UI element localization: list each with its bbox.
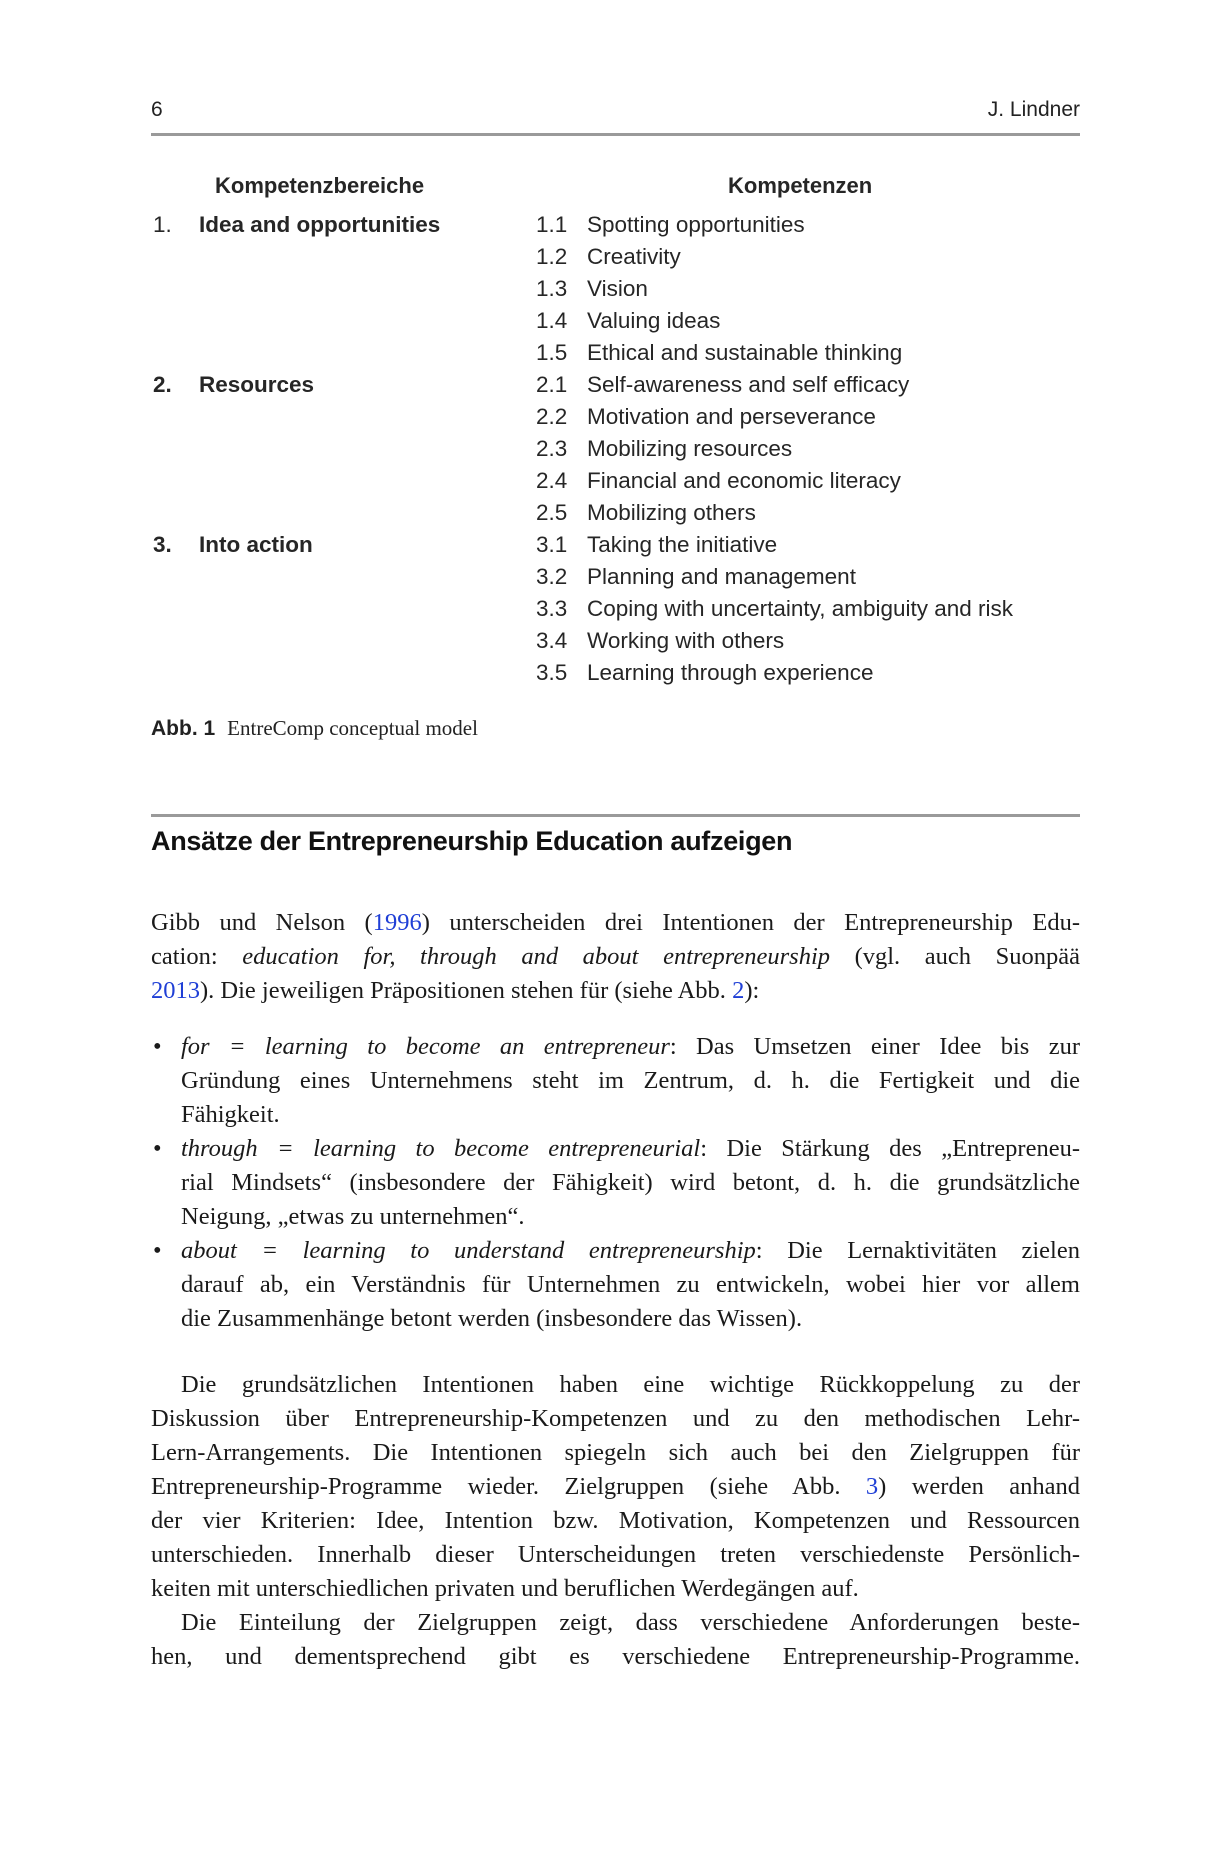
competence-label: Self-awareness and self efficacy bbox=[587, 372, 910, 397]
text-line: unterschieden. Innerhalb dieser Unterscheidungen treten verschiedenste Persönlich- bbox=[151, 1541, 1080, 1568]
text-line: rial Mindsets“ (insbesondere der Fähigkeit) wird betont, d. h. die grundsätzliche bbox=[181, 1169, 1080, 1196]
competence-label: Mobilizing others bbox=[587, 500, 756, 525]
text-line bbox=[181, 1234, 1080, 1268]
italic-text: for = learning to become an entrepreneur bbox=[181, 1033, 670, 1060]
figure-caption bbox=[151, 716, 478, 741]
area-label: Resources bbox=[199, 372, 315, 397]
text-line: der vier Kriterien: Idee, Intention bzw. Motivation, Kompetenzen und Ressourcen bbox=[151, 1507, 1080, 1534]
text-line: keiten mit unterschiedlichen privaten und beruflichen Werdegängen auf. bbox=[151, 1575, 859, 1602]
area-label: Idea and opportunities bbox=[199, 212, 441, 237]
text: Gibb und Nelson ( bbox=[151, 909, 373, 936]
competence-number: 1.5 bbox=[536, 340, 568, 365]
competence-number: 2.3 bbox=[536, 436, 568, 461]
citation-link-1996[interactable]: 1996 bbox=[372, 909, 422, 936]
competence-label: Mobilizing resources bbox=[587, 436, 793, 461]
competence-number: 2.2 bbox=[536, 404, 568, 429]
competence-number: 2.5 bbox=[536, 500, 568, 525]
italic-text: through = learning to become entrepreneurial bbox=[181, 1135, 701, 1162]
figure-caption-text: EntreComp conceptual model bbox=[227, 716, 478, 740]
competence-label: Coping with uncertainty, ambiguity and risk bbox=[587, 596, 1014, 621]
competence-number: 1.2 bbox=[536, 244, 568, 269]
competence-label: Working with others bbox=[587, 628, 785, 653]
text-line bbox=[151, 974, 759, 1008]
figure-caption-label: Abb. 1 bbox=[151, 717, 216, 740]
competence-label: Spotting opportunities bbox=[587, 212, 805, 237]
column-header-areas: Kompetenzbereiche bbox=[215, 173, 425, 198]
bullet-icon: • bbox=[153, 1033, 162, 1060]
competence-label: Vision bbox=[587, 276, 648, 301]
page-number: 6 bbox=[151, 98, 163, 121]
competence-number: 2.4 bbox=[536, 468, 568, 493]
competence-label: Financial and economic literacy bbox=[587, 468, 901, 493]
text: ) unterscheiden drei Intentionen der Entrepreneurship Edu- bbox=[421, 909, 1080, 936]
competence-number: 1.3 bbox=[536, 276, 568, 301]
section-rule bbox=[151, 814, 1080, 817]
area-label: Into action bbox=[199, 532, 313, 557]
text-line: Neigung, „etwas zu unternehmen“. bbox=[181, 1203, 525, 1230]
running-head bbox=[151, 98, 1080, 122]
header-rule bbox=[151, 133, 1080, 136]
competence-label: Planning and management bbox=[587, 564, 856, 589]
competence-label: Creativity bbox=[587, 244, 681, 269]
text-line: darauf ab, ein Verständnis für Unternehmen zu entwickeln, wobei hier vor allem bbox=[181, 1271, 1080, 1298]
text-line bbox=[151, 1470, 1080, 1504]
bullet-icon: • bbox=[153, 1237, 162, 1264]
text: : Die Lernaktivitäten zielen bbox=[755, 1237, 1080, 1264]
text-line: die Zusammenhänge betont werden (insbesondere das Wissen). bbox=[181, 1305, 803, 1332]
column-header-competences: Kompetenzen bbox=[728, 173, 873, 198]
figure-link-3[interactable]: 3 bbox=[865, 1473, 879, 1500]
text-line bbox=[181, 1030, 1080, 1064]
text: ) werden anhand bbox=[878, 1473, 1080, 1500]
competence-number: 3.2 bbox=[536, 564, 568, 589]
competence-number: 2.1 bbox=[536, 372, 568, 397]
text-line: Gründung eines Unternehmens steht im Zentrum, d. h. die Fertigkeit und die bbox=[181, 1067, 1080, 1094]
competence-number: 1.4 bbox=[536, 308, 568, 333]
text: : Das Umsetzen einer Idee bis zur bbox=[669, 1033, 1081, 1060]
text-line bbox=[181, 1132, 1080, 1166]
competence-label: Motivation and perseverance bbox=[587, 404, 876, 429]
competence-label: Learning through experience bbox=[587, 660, 874, 685]
competence-number: 3.1 bbox=[536, 532, 568, 557]
text: (vgl. auch Suonpää bbox=[830, 943, 1080, 970]
area-number: 2. bbox=[153, 372, 172, 397]
competence-label: Valuing ideas bbox=[587, 308, 721, 333]
italic-text: about = learning to understand entrepreneurship bbox=[181, 1237, 756, 1264]
competence-number: 3.5 bbox=[536, 660, 568, 685]
bullet-icon: • bbox=[153, 1135, 162, 1162]
text-line: Fähigkeit. bbox=[181, 1101, 280, 1128]
area-number: 1. bbox=[153, 212, 172, 237]
competence-number: 3.3 bbox=[536, 596, 568, 621]
text-line: Die Einteilung der Zielgruppen zeigt, dass verschiedene Anforderungen beste- bbox=[181, 1609, 1080, 1636]
section-title: Ansätze der Entrepreneurship Education aufzeigen bbox=[151, 826, 793, 856]
area-number: 3. bbox=[153, 532, 172, 557]
competence-number: 3.4 bbox=[536, 628, 568, 653]
text-line bbox=[151, 906, 1080, 940]
text: : Die Stärkung des „Entrepreneu- bbox=[700, 1135, 1080, 1162]
text-line: hen, und dementsprechend gibt es verschiedene Entrepreneurship-Programme. bbox=[151, 1643, 1080, 1670]
competence-label: Taking the initiative bbox=[587, 532, 778, 557]
running-head-author: J. Lindner bbox=[987, 98, 1080, 121]
text: cation: bbox=[151, 943, 243, 970]
text-line: Diskussion über Entrepreneurship-Kompetenzen und zu den methodischen Lehr- bbox=[151, 1405, 1080, 1432]
text-line bbox=[151, 940, 1080, 974]
figure-link-2[interactable]: 2 bbox=[732, 977, 745, 1004]
text: Entrepreneurship-Programme wieder. Zielgruppen (siehe Abb. bbox=[151, 1473, 866, 1500]
text: ). Die jeweiligen Präpositionen stehen für (siehe Abb. bbox=[200, 977, 733, 1004]
competence-number: 1.1 bbox=[536, 212, 568, 237]
text: ): bbox=[744, 977, 760, 1004]
text-line: Die grundsätzlichen Intentionen haben eine wichtige Rückkoppelung zu der bbox=[181, 1371, 1080, 1398]
italic-text: education for, through and about entrepreneurship bbox=[242, 943, 830, 970]
competence-label: Ethical and sustainable thinking bbox=[587, 340, 903, 365]
text-line: Lern-Arrangements. Die Intentionen spiegeln sich auch bei den Zielgruppen für bbox=[151, 1439, 1080, 1466]
citation-link-2013[interactable]: 2013 bbox=[151, 977, 200, 1004]
